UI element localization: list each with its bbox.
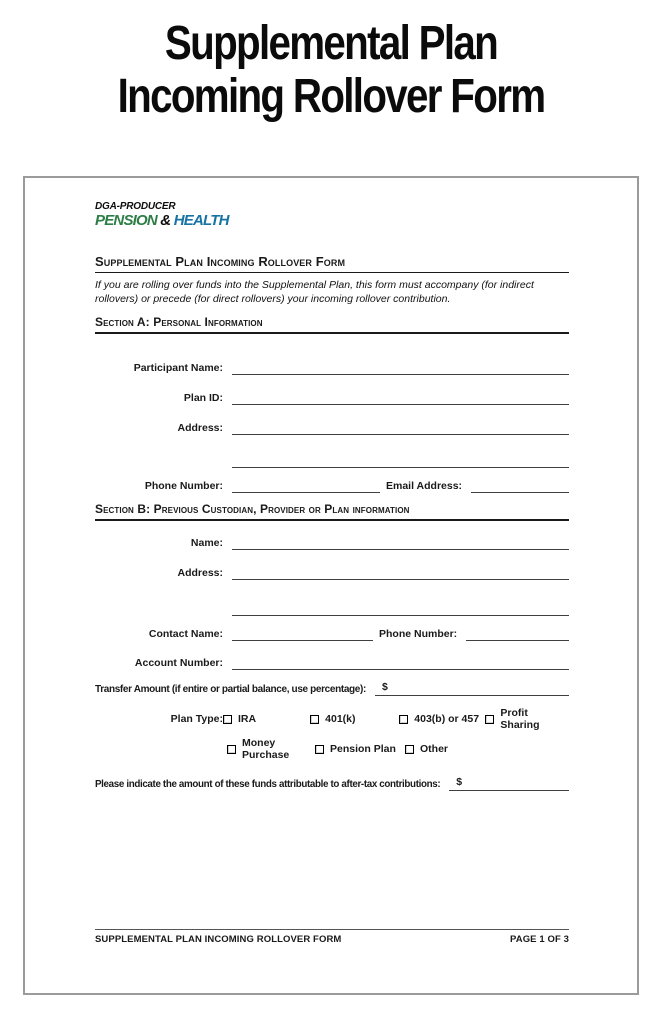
- logo-bottom-text: [95, 213, 569, 228]
- option-pension-plan-label: Pension Plan: [330, 743, 396, 756]
- custodian-name-line[interactable]: [232, 533, 569, 550]
- email-label: Email Address:: [386, 479, 463, 492]
- checkbox-ira[interactable]: [223, 715, 232, 724]
- section-a-heading: Section A: Personal Information: [95, 315, 569, 334]
- participant-name-row: [95, 358, 569, 375]
- address-row-b1: [95, 563, 569, 580]
- phone-line-a[interactable]: [232, 476, 380, 493]
- address-row-b2: [95, 599, 569, 616]
- after-tax-label: Please indicate the amount of these funds attributable to after-tax contributions:: [95, 778, 441, 790]
- checkbox-other[interactable]: [405, 745, 414, 754]
- custodian-name-row: [95, 533, 569, 550]
- option-403b-457-label: 403(b) or 457: [414, 713, 480, 726]
- option-profit-sharing[interactable]: [485, 707, 569, 731]
- logo-top-text: DGA-PRODUCER: [95, 200, 176, 212]
- transfer-amount-label: Transfer Amount (if entire or partial balance, use percentage):: [95, 683, 366, 695]
- company-logo: [95, 202, 569, 228]
- email-line[interactable]: [471, 476, 569, 493]
- plan-type-label: Plan Type:: [170, 713, 223, 726]
- contact-phone-row: [95, 624, 569, 641]
- account-number-line[interactable]: [232, 653, 569, 670]
- page-footer: [95, 929, 569, 945]
- phone-label-a: Phone Number:: [144, 479, 223, 492]
- address-line-b2[interactable]: [232, 599, 569, 616]
- document-title: [0, 18, 662, 124]
- checkbox-money-purchase[interactable]: [227, 745, 236, 754]
- option-money-purchase[interactable]: [227, 737, 315, 761]
- contact-name-line[interactable]: [232, 624, 373, 641]
- participant-name-label: Participant Name:: [133, 361, 223, 374]
- phone-line-b[interactable]: [466, 624, 569, 641]
- option-other[interactable]: [405, 743, 448, 755]
- transfer-amount-row: [95, 679, 569, 696]
- checkbox-403b-457[interactable]: [399, 715, 408, 724]
- participant-name-line[interactable]: [232, 358, 569, 375]
- footer-form-name: SUPPLEMENTAL PLAN INCOMING ROLLOVER FORM: [95, 933, 342, 945]
- section-b-heading: Section B: Previous Custodian, Provider or Plan information: [95, 502, 569, 521]
- transfer-amount-line[interactable]: [375, 679, 569, 696]
- address-label-a: Address:: [177, 421, 223, 434]
- after-tax-line[interactable]: [449, 774, 569, 791]
- custodian-name-label: Name:: [190, 536, 223, 549]
- option-401k[interactable]: [310, 713, 399, 725]
- plan-type-row-1: [95, 707, 569, 732]
- checkbox-profit-sharing[interactable]: [485, 715, 494, 724]
- option-401k-label: 401(k): [325, 713, 356, 726]
- plan-id-line[interactable]: [232, 388, 569, 405]
- address-row-a1: [95, 418, 569, 435]
- address-line-a1[interactable]: [232, 418, 569, 435]
- dollar-sign: $: [381, 680, 388, 693]
- address-row-a2: [95, 451, 569, 468]
- account-number-row: [95, 653, 569, 670]
- form-intro-text: If you are rolling over funds into the Supplemental Plan, this form must accompany (for indirect rollovers) or precede (for direct rollovers) your incoming rollover contribution.: [95, 278, 534, 305]
- address-label-a2-spacer: [95, 467, 223, 468]
- plan-type-row-2: [95, 737, 569, 762]
- address-line-a2[interactable]: [232, 451, 569, 468]
- account-number-label: Account Number:: [134, 656, 223, 669]
- form-heading: Supplemental Plan Incoming Rollover Form: [95, 254, 569, 273]
- plan-id-label: Plan ID:: [183, 391, 223, 404]
- address-line-b1[interactable]: [232, 563, 569, 580]
- address-label-b: Address:: [177, 566, 223, 579]
- option-profit-sharing-label: Profit Sharing: [500, 707, 540, 732]
- option-ira-label: IRA: [238, 713, 257, 726]
- logo-ampersand: &: [156, 211, 174, 229]
- checkbox-401k[interactable]: [310, 715, 319, 724]
- checkbox-pension-plan[interactable]: [315, 745, 324, 754]
- document-title-line2: Incoming Rollover Form: [117, 69, 545, 123]
- dollar-sign-2: $: [456, 775, 463, 788]
- option-ira[interactable]: [223, 713, 310, 725]
- contact-name-label: Contact Name:: [148, 627, 223, 640]
- document-title-line1: Supplemental Plan: [164, 17, 498, 70]
- option-pension-plan[interactable]: [315, 743, 405, 755]
- address-label-b2-spacer: [95, 615, 223, 616]
- logo-health-text: HEALTH: [173, 211, 229, 229]
- form-page: [23, 176, 639, 995]
- option-other-label: Other: [420, 743, 449, 756]
- phone-label-b: Phone Number:: [379, 627, 458, 640]
- logo-pension-text: PENSION: [95, 211, 157, 229]
- after-tax-row: [95, 774, 569, 791]
- option-money-purchase-label: Money Purchase: [242, 737, 290, 762]
- phone-email-row: [95, 476, 569, 493]
- plan-id-row: [95, 388, 569, 405]
- option-403b-457[interactable]: [399, 713, 485, 725]
- footer-page-number: PAGE 1 OF 3: [510, 933, 569, 945]
